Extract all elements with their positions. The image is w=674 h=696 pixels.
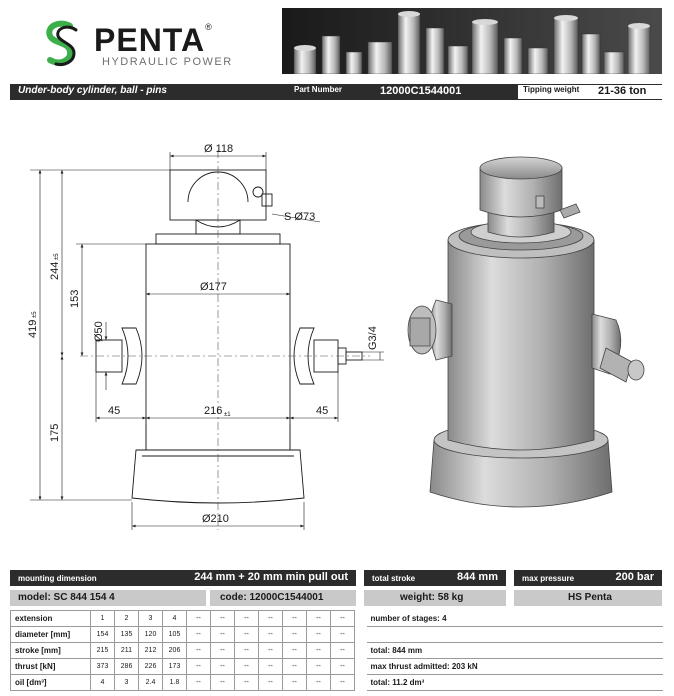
table-cell: --: [259, 643, 283, 659]
spacer: [355, 643, 367, 659]
weight: weight: 58 kg: [400, 592, 464, 603]
dim-pin-diameter: Ø50: [93, 321, 105, 342]
table-cell: --: [187, 659, 211, 675]
maker: HS Penta: [568, 592, 612, 603]
table-row: [11, 659, 663, 675]
code-bar: [210, 590, 356, 606]
tipping-weight-label: Tipping weight: [523, 85, 580, 94]
table-cell: --: [331, 675, 355, 691]
table-cell: 4: [91, 675, 115, 691]
table-cell: --: [259, 659, 283, 675]
total-stroke-label: total stroke: [372, 574, 416, 583]
table-cell: --: [259, 611, 283, 627]
mounting-dimension-value: 244 mm + 20 mm min pull out: [194, 571, 348, 583]
dim-pin-left: 45: [108, 405, 121, 417]
title-bar: [10, 84, 662, 100]
spacer: [355, 627, 367, 643]
table-cell: --: [235, 611, 259, 627]
table-cell: 3: [115, 675, 139, 691]
table-cell: --: [283, 675, 307, 691]
table-cell: --: [235, 659, 259, 675]
table-row: [11, 643, 663, 659]
dim-body-diameter: Ø177: [200, 281, 227, 293]
table-cell: --: [307, 675, 331, 691]
table-cell: --: [211, 627, 235, 643]
table-cell: --: [307, 611, 331, 627]
table-cell: --: [331, 643, 355, 659]
product-title: Under-body cylinder, ball - pins: [18, 85, 167, 96]
total-stroke-value: 844 mm: [457, 571, 498, 583]
row-label: stroke [mm]: [11, 643, 91, 659]
table-cell: --: [283, 611, 307, 627]
table-cell: --: [331, 627, 355, 643]
table-cell: --: [283, 627, 307, 643]
table-cell: 120: [139, 627, 163, 643]
side-info: total: 844 mm: [367, 643, 663, 659]
table-cell: --: [211, 659, 235, 675]
maker-bar: [514, 590, 662, 606]
side-info: number of stages: 4: [367, 611, 663, 627]
side-info: total: 11.2 dm³: [367, 675, 663, 691]
table-cell: --: [187, 611, 211, 627]
table-row: [11, 611, 663, 627]
row-label: thrust [kN]: [11, 659, 91, 675]
dim-upper-height: 244: [49, 261, 61, 280]
table-cell: 211: [115, 643, 139, 659]
row-label: diameter [mm]: [11, 627, 91, 643]
table-cell: 206: [163, 643, 187, 659]
dim-top-diameter: Ø 118: [204, 143, 234, 155]
side-info: [367, 627, 663, 643]
part-number-label: Part Number: [294, 85, 343, 94]
table-cell: --: [187, 675, 211, 691]
table-cell: --: [331, 659, 355, 675]
cylinders-banner-image: [282, 8, 662, 74]
brand-subtitle: HYDRAULIC POWER: [102, 56, 233, 68]
row-label: oil [dm³]: [11, 675, 91, 691]
table-cell: --: [211, 611, 235, 627]
technical-drawing: [10, 130, 390, 550]
penta-logo-icon: [40, 20, 82, 68]
table-cell: --: [259, 627, 283, 643]
table-cell: 215: [91, 643, 115, 659]
spacer: [355, 675, 367, 691]
table-cell: --: [235, 643, 259, 659]
dim-lower-height: 175: [49, 423, 61, 442]
table-cell: --: [283, 659, 307, 675]
table-cell: --: [211, 675, 235, 691]
table-cell: 4: [163, 611, 187, 627]
table-cell: 105: [163, 627, 187, 643]
table-cell: 2: [115, 611, 139, 627]
table-cell: --: [307, 659, 331, 675]
dim-pin-span-tol: ±1: [224, 412, 231, 418]
table-cell: --: [211, 643, 235, 659]
part-number: 12000C1544001: [380, 85, 462, 97]
table-cell: --: [235, 627, 259, 643]
model-bar: [10, 590, 206, 606]
table-cell: --: [283, 643, 307, 659]
table-cell: --: [187, 643, 211, 659]
table-row: [11, 675, 663, 691]
dim-ball: S Ø73: [284, 211, 316, 223]
table-cell: 1: [91, 611, 115, 627]
max-pressure-label: max pressure: [522, 574, 575, 583]
dim-pin-right: 45: [316, 405, 329, 417]
table-cell: --: [187, 627, 211, 643]
dim-total-height-tol: ±5: [32, 311, 38, 318]
table-cell: --: [235, 675, 259, 691]
total-stroke-bar: [364, 570, 506, 586]
table-cell: 135: [115, 627, 139, 643]
brand-name: PENTA®: [94, 22, 213, 58]
side-info: max thrust admitted: 203 kN: [367, 659, 663, 675]
dim-port: G3/4: [367, 326, 379, 350]
weight-bar: [364, 590, 506, 606]
spacer: [355, 611, 367, 627]
table-cell: 154: [91, 627, 115, 643]
mounting-dimension-label: mounting dimension: [18, 574, 97, 583]
dim-upper-height-tol: ±5: [54, 253, 60, 260]
table-cell: --: [259, 675, 283, 691]
table-cell: 373: [91, 659, 115, 675]
cylinder-3d-render: [396, 150, 646, 530]
dim-total-height: 419: [27, 319, 39, 338]
stages-table: [10, 610, 663, 691]
dim-pin-span: 216: [204, 405, 223, 417]
table-cell: --: [307, 627, 331, 643]
max-pressure-bar: [514, 570, 662, 586]
table-row: [11, 627, 663, 643]
table-cell: 173: [163, 659, 187, 675]
mounting-dimension-bar: [10, 570, 356, 586]
row-label: extension: [11, 611, 91, 627]
spacer: [355, 659, 367, 675]
tipping-weight: 21-36 ton: [598, 85, 647, 97]
max-pressure-value: 200 bar: [615, 571, 654, 583]
dim-153: 153: [69, 289, 81, 308]
table-cell: 1.8: [163, 675, 187, 691]
dim-base-diameter: Ø210: [202, 513, 229, 525]
table-cell: 3: [139, 611, 163, 627]
table-cell: 212: [139, 643, 163, 659]
code: code: 12000C1544001: [220, 592, 324, 603]
table-cell: --: [331, 611, 355, 627]
table-cell: --: [307, 643, 331, 659]
table-cell: 2.4: [139, 675, 163, 691]
header: [10, 8, 662, 74]
table-cell: 286: [115, 659, 139, 675]
table-cell: 226: [139, 659, 163, 675]
model: model: SC 844 154 4: [18, 592, 115, 603]
